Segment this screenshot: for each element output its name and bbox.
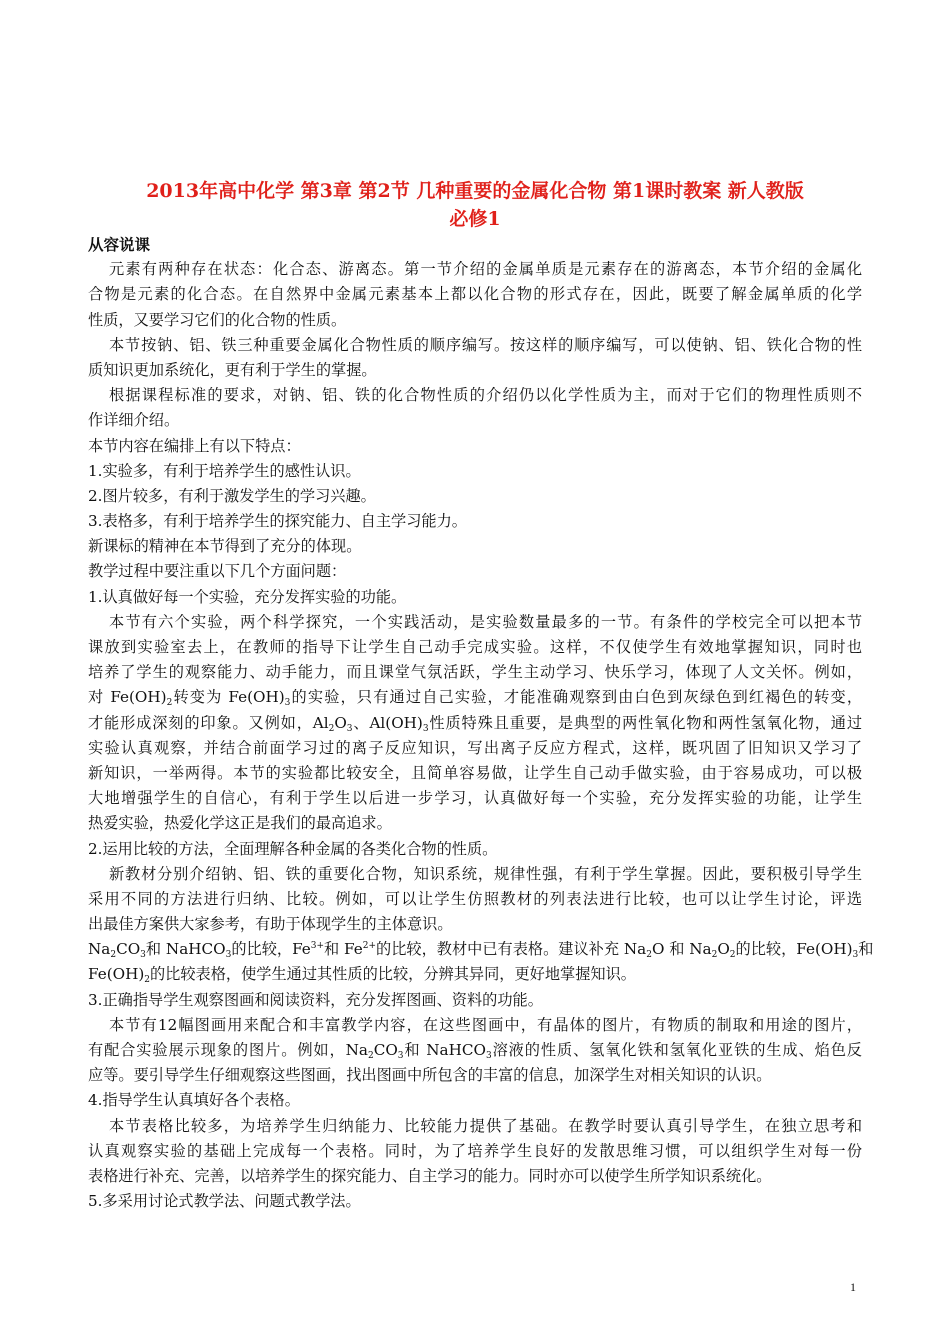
paragraph-line: 元素有两种存在状态：化合态、游离态。第一节介绍的金属单质是元素存在的游离态，本节介绍的金属化 bbox=[109, 260, 862, 279]
document-body bbox=[88, 232, 874, 1214]
page-number: 1 bbox=[850, 1280, 856, 1294]
paragraph-line: 合物是元素的化合态。在自然界中金属元素基本上都以化合物的形式存在，因此，既要了解金属单质的化学 bbox=[88, 285, 862, 304]
title-line-1: 2013年高中化学 第3章 第2节 几种重要的金属化合物 第1课时教案 新人教版 bbox=[146, 180, 804, 202]
list-item: 5.多采用讨论式教学法、问题式教学法。 bbox=[88, 1192, 361, 1211]
paragraph-line-formula: 有配合实验展示现象的图片。例如，$Na_2CO_3$和 NaHCO$_3$溶液的性质、氢氧化铁和氢氧化亚铁的生成、焰色反 bbox=[88, 1041, 862, 1061]
paragraph-line: 新教材分别介绍钠、铝、铁的重要化合物，知识系统，规律性强，有利于学生掌握。因此，要积极引导学生 bbox=[109, 864, 862, 883]
paragraph-line: 性质，又要学习它们的化合物的性质。 bbox=[88, 310, 347, 329]
list-item: 1.认真做好每一个实验，充分发挥实验的功能。 bbox=[88, 587, 407, 606]
paragraph-line-formula: 对 $Fe(OH)_2$转变为 $Fe(OH)_3$的实验，只有通过自己实验，才能准确观察到由白色到灰绿色到红褐色的转变， bbox=[88, 688, 863, 709]
paragraph-line: 采用不同的方法进行归纳、比较。例如，可以让学生仿照教材的列表法进行比较，也可以让学生讨论，评选 bbox=[88, 889, 862, 908]
paragraph-line: 表格进行补充、完善，以培养学生的探究能力、自主学习的能力。同时亦可以使学生所学知识系统化。 bbox=[88, 1166, 772, 1185]
document-title bbox=[88, 177, 862, 233]
paragraph-line: 作详细介绍。 bbox=[88, 411, 180, 430]
paragraph-line-formula: $Fe(OH)_2$的比较表格，使学生通过其性质的比较，分辨其异同，更好地掌握知识。 bbox=[88, 965, 636, 986]
list-item: 1.实验多，有利于培养学生的感性认识。 bbox=[88, 461, 361, 480]
paragraph-line: 课放到实验室去上，在教师的指导下让学生自己动手完成实验。这样，不仅使学生有效地掌握知识，同时也 bbox=[88, 638, 862, 656]
title-line-2: 必修1 bbox=[449, 208, 501, 230]
list-item: 2.图片较多，有利于激发学生的学习兴趣。 bbox=[88, 486, 376, 505]
paragraph-line: 新课标的精神在本节得到了充分的体现。 bbox=[88, 537, 362, 556]
paragraph-line: 新知识，一举两得。本节的实验都比较安全，且简单容易做，让学生自己动手做实验，由于容易成功，可以极 bbox=[88, 763, 862, 782]
paragraph-line: 质知识更加系统化，更有利于学生的掌握。 bbox=[88, 360, 377, 379]
paragraph-line: 根据课程标准的要求，对钠、铝、铁的化合物性质的介绍仍以化学性质为主，而对于它们的物理性质则不 bbox=[109, 386, 862, 405]
paragraph-line: 本节表格比较多，为培养学生归纳能力、比较能力提供了基础。在教学时要认真引导学生，在独立思考和 bbox=[109, 1116, 862, 1135]
paragraph-line: 热爱实验，热爱化学这正是我们的最高追求。 bbox=[88, 814, 392, 833]
paragraph-line-formula: $Na_2CO_3$和 NaHCO$_3$的比较，$Fe^{3+}$和 $Fe^{2+}$的比较，教材中已有表格。建议补充 $Na_2O$ 和 $Na_2O_2$的比较，$Fe(OH)_3$和 bbox=[88, 940, 874, 961]
paragraph-line: 本节有六个实验，两个科学探究，一个实践活动，是实验数量最多的一节。有条件的学校完全可以把本节 bbox=[109, 612, 862, 631]
paragraph-line: 实验认真观察，并结合前面学习过的离子反应知识，写出离子反应方程式，这样，既巩固了旧知识又学习了 bbox=[88, 738, 862, 757]
section-heading: 从容说课 bbox=[88, 235, 151, 254]
paragraph-line: 大地增强学生的自信心，有利于学生以后进一步学习，认真做好每一个实验，充分发挥实验的功能，让学生 bbox=[88, 789, 862, 808]
list-item: 3.表格多，有利于培养学生的探究能力、自主学习能力。 bbox=[88, 512, 467, 531]
paragraph-line: 本节有12幅图画用来配合和丰富教学内容，在这些图画中，有晶体的图片，有物质的制取和用途的图片， bbox=[109, 1015, 862, 1034]
paragraph-line-formula: 才能形成深刻的印象。又例如，$Al_2O_3$、$Al(OH)_3$性质特殊且重要，是典型的两性氧化物和两性氢氧化物，通过 bbox=[88, 713, 863, 734]
paragraph-line: 出最佳方案供大家参考，有助于体现学生的主体意识。 bbox=[88, 915, 453, 934]
list-item: 2.运用比较的方法，全面理解各种金属的各类化合物的性质。 bbox=[88, 839, 498, 858]
paragraph-line: 教学过程中要注重以下几个方面问题： bbox=[88, 562, 347, 581]
paragraph-line: 应等。要引导学生仔细观察这些图画，找出图画中所包含的丰富的信息，加深学生对相关知识的认识。 bbox=[88, 1066, 772, 1085]
list-item: 4.指导学生认真填好各个表格。 bbox=[88, 1091, 300, 1110]
paragraph-line: 本节按钠、铝、铁三种重要金属化合物性质的顺序编写。按这样的顺序编写，可以使钠、铝、铁化合物的性 bbox=[109, 335, 862, 354]
paragraph-line: 本节内容在编排上有以下特点： bbox=[88, 436, 301, 455]
list-item: 3.正确指导学生观察图画和阅读资料，充分发挥图画、资料的功能。 bbox=[88, 990, 543, 1009]
paragraph-line: 培养了学生的观察能力、动手能力，而且课堂气氛活跃，学生主动学习、快乐学习，体现了人文关怀。例如， bbox=[88, 663, 862, 682]
paragraph-line: 认真观察实验的基础上完成每一个表格。同时，为了培养学生良好的发散思维习惯，可以组织学生对每一份 bbox=[88, 1141, 862, 1160]
